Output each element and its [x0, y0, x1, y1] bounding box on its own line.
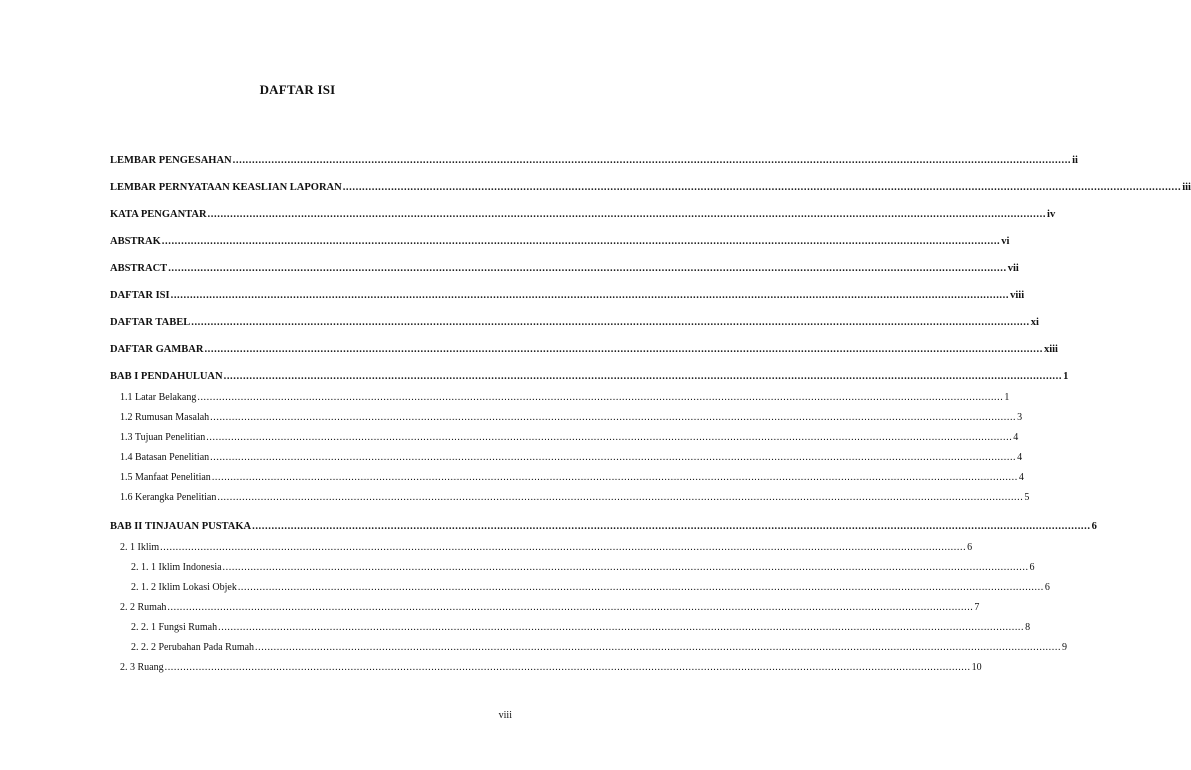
- dot-leader: ....................................................................................................................................................................................................................................................................: [206, 432, 1013, 443]
- dot-leader: ....................................................................................................................................................................................................................................................................: [211, 472, 1018, 483]
- toc-entry-page: 6: [1029, 562, 1035, 573]
- toc-entry-page: 6: [1091, 521, 1097, 532]
- toc-entry-label: 1.5 Manfaat Penelitian: [120, 472, 211, 483]
- toc-entry-label: 2. 2 Rumah: [120, 602, 167, 613]
- toc-entry-label: 1.3 Tujuan Penelitian: [120, 432, 206, 443]
- dot-leader: ....................................................................................................................................................................................................................................................................: [191, 317, 1030, 328]
- dot-leader: ....................................................................................................................................................................................................................................................................: [210, 412, 1017, 423]
- toc-entry-page: iv: [1047, 209, 1056, 220]
- toc-section-entry: [120, 472, 1024, 483]
- toc-entry-page: 1: [1004, 392, 1010, 403]
- toc-entry-label: 2. 2. 1 Fungsi Rumah: [131, 622, 218, 633]
- toc-entry-page: viii: [1010, 290, 1025, 301]
- toc-entry-label: 1.4 Batasan Penelitian: [120, 452, 210, 463]
- toc-entry-label: 2. 3 Ruang: [120, 662, 164, 673]
- toc-section-entry: [120, 602, 980, 613]
- toc-entry-label: 1.1 Latar Belakang: [120, 392, 197, 403]
- toc-entry-label: 2. 2. 2 Perubahan Pada Rumah: [131, 642, 255, 653]
- toc-entry-page: 6: [1044, 582, 1050, 593]
- toc-chapter-entry: [110, 290, 1025, 301]
- dot-leader: ....................................................................................................................................................................................................................................................................: [207, 209, 1047, 220]
- toc-chapter-entry: [110, 521, 1097, 532]
- toc-entry-label: DAFTAR GAMBAR: [110, 344, 204, 355]
- toc-section-entry: [120, 662, 982, 673]
- dot-leader: ....................................................................................................................................................................................................................................................................: [170, 290, 1010, 301]
- toc-entry-page: iii: [1182, 182, 1191, 193]
- dot-leader: ....................................................................................................................................................................................................................................................................: [204, 344, 1043, 355]
- toc-section-entry: [131, 622, 1031, 633]
- toc-entry-page: xi: [1030, 317, 1039, 328]
- toc-section-entry: [120, 542, 973, 553]
- page-number: viii: [498, 710, 512, 721]
- toc-entry-page: 6: [967, 542, 973, 553]
- dot-leader: ....................................................................................................................................................................................................................................................................: [160, 542, 967, 553]
- toc-chapter-entry: [110, 182, 1191, 193]
- dot-leader: ....................................................................................................................................................................................................................................................................: [167, 602, 974, 613]
- toc-entry-page: ii: [1072, 155, 1078, 166]
- toc-entry-page: vi: [1001, 236, 1010, 247]
- toc-entry-label: ABSTRAK: [110, 236, 161, 247]
- dot-leader: ....................................................................................................................................................................................................................................................................: [217, 492, 1024, 503]
- toc-section-entry: [120, 492, 1030, 503]
- toc-entry-page: 10: [971, 662, 982, 673]
- toc-entry-page: 7: [974, 602, 980, 613]
- toc-entry-label: LEMBAR PERNYATAAN KEASLIAN LAPORAN: [110, 182, 342, 193]
- toc-entry-label: DAFTAR ISI: [110, 290, 170, 301]
- dot-leader: ....................................................................................................................................................................................................................................................................: [255, 642, 1062, 653]
- toc-entry-label: BAB II TINJAUAN PUSTAKA: [110, 521, 252, 532]
- toc-entry-label: 1.2 Rumusan Masalah: [120, 412, 210, 423]
- dot-leader: ....................................................................................................................................................................................................................................................................: [232, 155, 1072, 166]
- toc-entry-label: ABSTRACT: [110, 263, 168, 274]
- toc-entry-page: 3: [1017, 412, 1023, 423]
- toc-section-entry: [120, 412, 1023, 423]
- toc-chapter-entry: [110, 371, 1069, 382]
- toc-section-entry: [131, 582, 1050, 593]
- dot-leader: ....................................................................................................................................................................................................................................................................: [164, 662, 971, 673]
- toc-entry-page: 4: [1013, 432, 1019, 443]
- toc-entry-label: BAB I PENDAHULUAN: [110, 371, 223, 382]
- toc-entry-label: DAFTAR TABEL: [110, 317, 191, 328]
- toc-entry-label: KATA PENGANTAR: [110, 209, 207, 220]
- dot-leader: ....................................................................................................................................................................................................................................................................: [168, 263, 1007, 274]
- toc-chapter-entry: [110, 263, 1019, 274]
- dot-leader: ....................................................................................................................................................................................................................................................................: [222, 562, 1029, 573]
- toc-entry-page: 4: [1018, 472, 1024, 483]
- toc-entry-page: 5: [1024, 492, 1030, 503]
- toc-entry-page: 9: [1062, 642, 1068, 653]
- toc-section-entry: [120, 392, 1010, 403]
- toc-chapter-entry: [110, 236, 1010, 247]
- dot-leader: ....................................................................................................................................................................................................................................................................: [252, 521, 1091, 532]
- toc-section-entry: [131, 562, 1035, 573]
- dot-leader: ....................................................................................................................................................................................................................................................................: [197, 392, 1004, 403]
- toc-chapter-entry: [110, 155, 1078, 166]
- toc-section-entry: [120, 432, 1019, 443]
- toc-entry-page: vii: [1007, 263, 1019, 274]
- toc-section-entry: [120, 452, 1023, 463]
- dot-leader: ....................................................................................................................................................................................................................................................................: [218, 622, 1025, 633]
- toc-chapter-entry: [110, 317, 1039, 328]
- toc-entry-label: 2. 1. 1 Iklim Indonesia: [131, 562, 222, 573]
- toc-section-entry: [131, 642, 1068, 653]
- toc-chapter-entry: [110, 209, 1056, 220]
- toc-entry-page: 8: [1025, 622, 1031, 633]
- dot-leader: ....................................................................................................................................................................................................................................................................: [237, 582, 1044, 593]
- toc-entry-page: 1: [1063, 371, 1069, 382]
- toc-entry-label: 2. 1. 2 Iklim Lokasi Objek: [131, 582, 237, 593]
- toc-entry-page: 4: [1017, 452, 1023, 463]
- dot-leader: ....................................................................................................................................................................................................................................................................: [210, 452, 1017, 463]
- page-title: DAFTAR ISI: [259, 82, 336, 97]
- dot-leader: ....................................................................................................................................................................................................................................................................: [223, 371, 1063, 382]
- toc-chapter-entry: [110, 344, 1058, 355]
- toc-entry-page: xiii: [1043, 344, 1058, 355]
- toc-entry-label: LEMBAR PENGESAHAN: [110, 155, 232, 166]
- dot-leader: ....................................................................................................................................................................................................................................................................: [161, 236, 1001, 247]
- dot-leader: ....................................................................................................................................................................................................................................................................: [342, 182, 1182, 193]
- toc-entry-label: 1.6 Kerangka Penelitian: [120, 492, 217, 503]
- toc-entry-label: 2. 1 Iklim: [120, 542, 160, 553]
